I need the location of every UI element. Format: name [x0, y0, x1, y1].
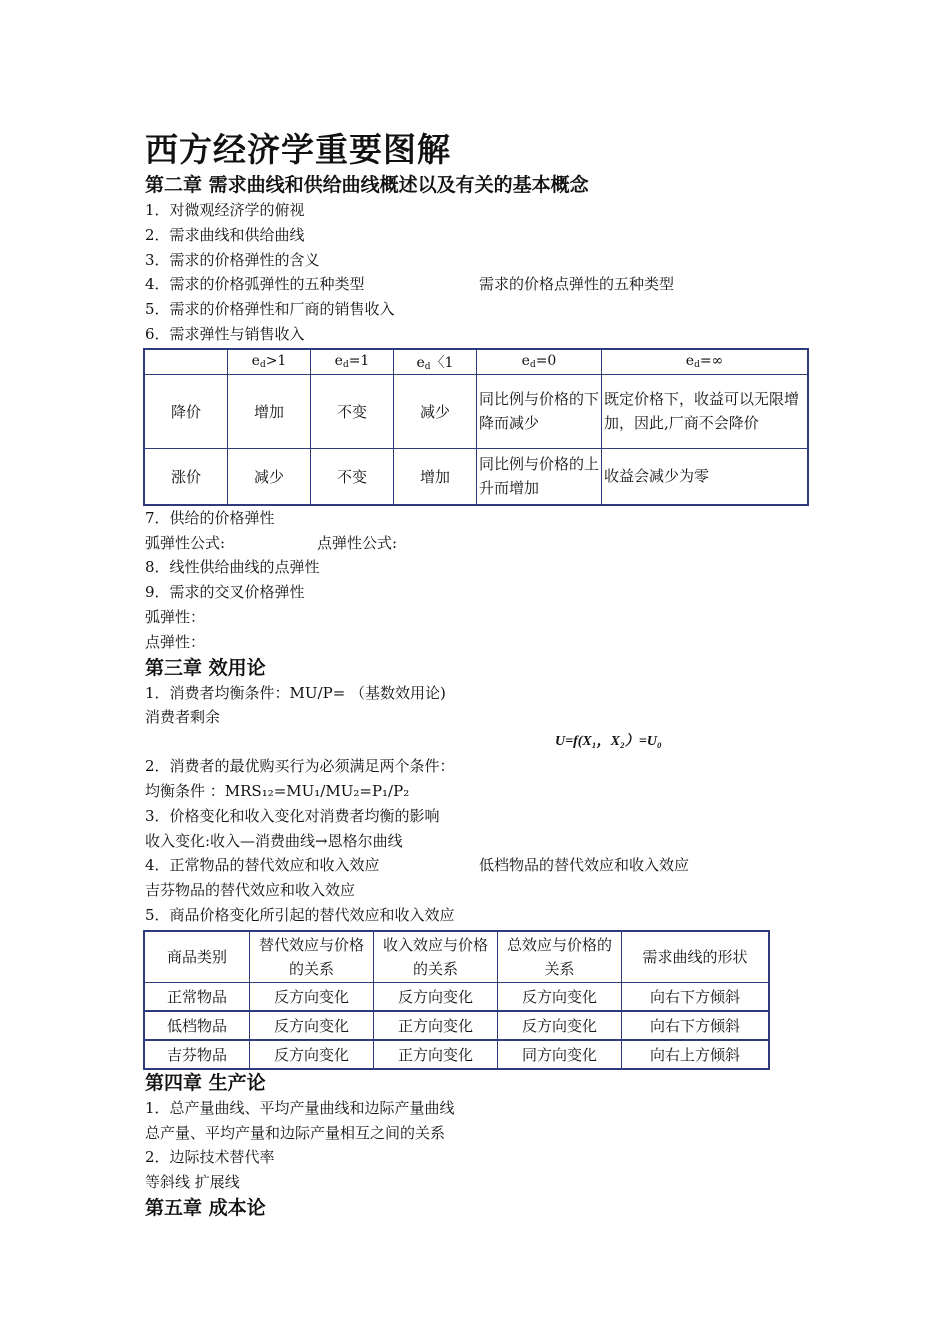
ch3-item: 5．商品价格变化所引起的替代效应和收入效应 — [145, 905, 455, 924]
document-title: 西方经济学重要图解 — [145, 130, 451, 169]
table-header-cell: 总效应与价格的关系 — [498, 931, 622, 983]
ch4-item: 总产量、平均产量和边际产量相互之间的关系 — [145, 1123, 446, 1142]
table-header-cell: $e_d=0$ — [477, 349, 602, 375]
ch2-item: 弧弹性： — [145, 607, 206, 626]
table-header-row — [144, 349, 808, 375]
ch2-item: 5．需求的价格弹性和厂商的销售收入 — [145, 300, 395, 319]
table-cell: 既定价格下，收益可以无限增加，因此,厂商不会降价 — [602, 374, 809, 448]
table-cell: 同方向变化 — [498, 1040, 622, 1069]
table-cell: 向右下方倾斜 — [622, 1011, 770, 1040]
table-header-cell: 需求曲线的形状 — [622, 931, 770, 983]
table-header-row — [144, 931, 769, 983]
ch3-item: 消费者剩余 — [145, 708, 221, 727]
table-cell: 同比例与价格的下降而减少 — [477, 374, 602, 448]
table-header-cell: 替代效应与价格的关系 — [250, 931, 374, 983]
table-cell: 反方向变化 — [250, 982, 374, 1011]
table-cell: 低档物品 — [144, 1011, 250, 1040]
table-header-cell: $e_d=\infty$ — [602, 349, 809, 375]
ch2-item-row — [145, 272, 825, 297]
table-cell: 反方向变化 — [498, 982, 622, 1011]
table-cell: 正方向变化 — [374, 1040, 498, 1069]
ch2-item: 1．对微观经济学的俯视 — [145, 201, 305, 219]
ch3-item: 4．正常物品的替代效应和收入效应 — [145, 856, 380, 875]
substitution-income-effect-table — [143, 930, 770, 1070]
ch3-item: 收入变化:收入—消费曲线→恩格尔曲线 — [145, 831, 403, 850]
ch3-item-row — [145, 853, 825, 878]
table-cell: 同比例与价格的上升而增加 — [477, 448, 602, 505]
table-header-cell: 商品类别 — [144, 931, 250, 983]
chapter-4-heading: 第四章 生产论 — [145, 1071, 266, 1094]
ch2-item: 2．需求曲线和供给曲线 — [145, 225, 305, 244]
chapter-3-heading: 第三章 效用论 — [145, 656, 266, 679]
table-cell: 收益会减少为零 — [602, 448, 809, 505]
table-cell: 反方向变化 — [498, 1011, 622, 1040]
document-page — [145, 128, 825, 1221]
ch4-item: 2．边际技术替代率 — [145, 1148, 275, 1167]
table-cell: 减少 — [228, 448, 311, 505]
chapter-2-heading: 第二章 需求曲线和供给曲线概述以及有关的基本概念 — [145, 174, 589, 196]
ch2-item: 9．需求的交叉价格弹性 — [145, 583, 305, 602]
table-cell: 向右上方倾斜 — [622, 1040, 770, 1069]
ch3-item: 3．价格变化和收入变化对消费者均衡的影响 — [145, 806, 440, 825]
table-row — [144, 374, 808, 448]
table-header-cell: 收入效应与价格的关系 — [374, 931, 498, 983]
arc-elasticity-formula-label: 弧弹性公式: — [145, 533, 226, 552]
utility-formula: U=f(X₁，X₂）=U₀ — [555, 734, 662, 750]
table-cell: 正方向变化 — [374, 1011, 498, 1040]
utility-formula-row — [145, 730, 825, 754]
ch2-item: 点弹性： — [145, 632, 206, 651]
table-cell: 增加 — [228, 374, 311, 448]
ch4-item: 等斜线 扩展线 — [145, 1173, 240, 1192]
ch2-item: 7．供给的价格弹性 — [145, 508, 275, 527]
ch2-formula-row — [145, 531, 825, 556]
ch3-item: 均衡条件 ：MRS₁₂=MU₁/MU₂=P₁/P₂ — [145, 781, 410, 800]
table-cell: 反方向变化 — [250, 1011, 374, 1040]
ch3-item: 吉芬物品的替代效应和收入效应 — [145, 881, 356, 900]
ch3-item: 1．消费者均衡条件：MU/P= （基数效用论) — [145, 683, 446, 702]
table-row — [144, 448, 808, 505]
table-header-cell — [144, 349, 228, 375]
table-cell: 增加 — [394, 448, 477, 505]
ch3-item: 2．消费者的最优购买行为必须满足两个条件： — [145, 757, 455, 776]
table-row — [144, 1011, 769, 1040]
table-cell: 反方向变化 — [250, 1040, 374, 1069]
ch2-item: 3．需求的价格弹性的含义 — [145, 250, 320, 269]
table-cell: 不变 — [311, 448, 394, 505]
ch2-item: 6．需求弹性与销售收入 — [145, 324, 305, 343]
ch2-item-right: 需求的价格点弹性的五种类型 — [479, 275, 675, 294]
table-cell: 减少 — [394, 374, 477, 448]
ch3-item-right: 低档物品的替代效应和收入效应 — [479, 856, 690, 875]
table-header-cell: $e_d=1$ — [311, 349, 394, 375]
table-row — [144, 1040, 769, 1069]
chapter-5-heading: 第五章 成本论 — [145, 1196, 266, 1219]
table-row — [144, 982, 769, 1011]
ch2-item: 8．线性供给曲线的点弹性 — [145, 558, 320, 577]
table-cell: 正常物品 — [144, 982, 250, 1011]
table-header-cell: $e_d$〈1 — [394, 349, 477, 375]
elasticity-revenue-table — [143, 348, 809, 506]
ch4-item: 1．总产量曲线、平均产量曲线和边际产量曲线 — [145, 1098, 455, 1117]
table-cell: 向右下方倾斜 — [622, 982, 770, 1011]
table-header-cell: $e_d>1$ — [228, 349, 311, 375]
point-elasticity-formula-label: 点弹性公式: — [317, 533, 398, 552]
table-cell: 吉芬物品 — [144, 1040, 250, 1069]
ch2-item: 4．需求的价格弧弹性的五种类型 — [145, 275, 365, 294]
table-cell: 反方向变化 — [374, 982, 498, 1011]
table-cell: 涨价 — [144, 448, 228, 505]
table-cell: 不变 — [311, 374, 394, 448]
table-cell: 降价 — [144, 374, 228, 448]
